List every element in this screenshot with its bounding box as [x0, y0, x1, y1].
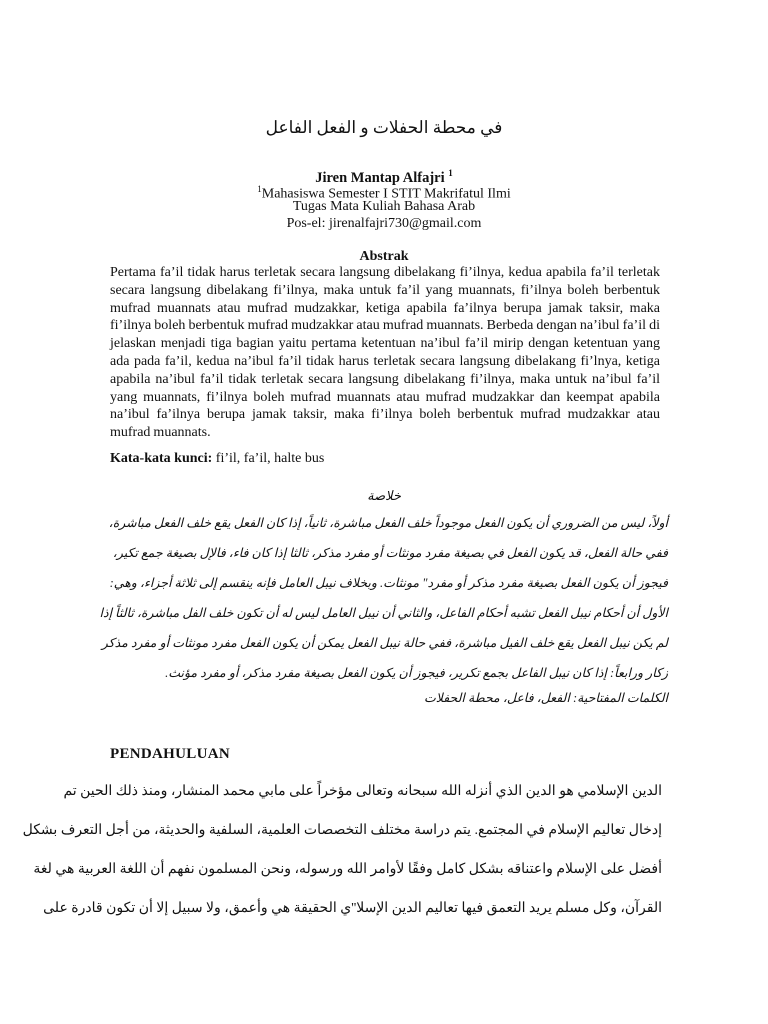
- keywords-value: fi’il, fa’il, halte bus: [212, 451, 325, 466]
- abstract-heading: Abstrak: [359, 249, 409, 264]
- arabic-abstract-line: الأول أن أحكام نيبل الفعل تشبه أحكام الفاعل، والثاني أن نيبل العامل ليس له أن تكون خلف الفل مباشرة، ثالثاً إذا: [99, 606, 668, 620]
- intro-line: الدين الإسلامي هو الدين الذي أنزله الله سبحانه وتعالى مؤخراً على مابي محمد المنشار، ومنذ ذلك الحين تم: [63, 784, 662, 799]
- keywords-line: [110, 450, 670, 468]
- arabic-abstract-line: زكار ورابعاً: إذا كان نيبل الفاعل بجمع تكرير، فيجوز أن يكون الفعل بصيغة مفرد مذكر، أو مفرد مؤنث.: [165, 666, 668, 680]
- arabic-abstract-body: [100, 508, 668, 688]
- affiliation: Mahasiswa Semester I STIT Makrifatul Ilmi: [261, 186, 511, 202]
- arabic-abstract-line: أولاً، ليس من الضروري أن يكون الفعل موجوداً خلف الفعل مباشرة، ثانياً، إذا كان الفعل يقع خلف الفعل مباشرة،: [108, 516, 668, 530]
- abstract-body: Pertama fa’il tidak harus terletak secara langsung dibelakang fi’ilnya, kedua apabila fa’il terletak secara langsung dibelakang fi’ilnya, maka untuk fa’il yang muannats, fi’ilnya boleh berbentuk mufrad muannats atau mufrad mudzakkar, ketiga apabila fa’ilnya berupa jamak taksir, maka fi’ilnya boleh berbentuk mufrad mudzakkar atau mufrad muannats. Berbeda dengan na’ibul fa’il di jelaskan menjadi tiga bagian yaitu pertama ketentuan na’ibul fa’il mirip dengan ketentuan yang ada pada fa’il, kedua na’ibul fa’il tidak harus terletak secara langsung dibelakang fi’lnya, ketiga apabila na’ibul fa’il tidak terletak secara langsung dibelakang fi’ilnya, maka untuk na’ibul fa’il yang muannats, fi’ilnya boleh mufrad muannats atau mufrad mudzakkar dan keempat apabila na’ibul fa’ilnya berupa jamak taksir, maka fi’ilnya boleh berbentuk mufrad mudzakkar atau mufrad muannats.: [110, 265, 660, 441]
- section-heading-pendahuluan: PENDAHULUAN: [110, 746, 230, 762]
- author-footnote-marker: 1: [448, 168, 453, 178]
- arabic-title: في محطة الحفلات و الفعل الفاعل: [265, 118, 503, 137]
- intro-body: [22, 772, 662, 928]
- author-info: [0, 181, 768, 232]
- arabic-abstract-line: فيجوز أن يكون الفعل بصيغة مفرد مذكر أو مفرد" مونثات. وبخلاف نيبل العامل فإنه ينقسم إلى ثلاثة أجزاء، وهي:: [109, 576, 668, 590]
- email-line: Pos-el: jirenalfajri730@gmail.com: [286, 216, 482, 231]
- intro-line: إدخال تعاليم الإسلام في المجتمع. يتم دراسة مختلف التخصصات العلمية، السلفية والحديثة، من أجل التعرف بشكل: [22, 823, 662, 838]
- keywords-label: Kata-kata kunci:: [110, 451, 213, 466]
- affiliation-line: [0, 181, 768, 202]
- author-name: Jiren Mantap Alfajri: [315, 169, 445, 186]
- affiliation-footnote-marker: 1: [257, 184, 262, 194]
- arabic-abstract-line: لم يكن نيبل الفعل يقع خلف الفيل مباشرة، ففي حالة نيبل الفعل يمكن أن يكون الفعل مفرد مونثات أو مفرد مذكر: [101, 636, 668, 650]
- arabic-abstract-heading: خلاصة: [367, 488, 401, 503]
- intro-line: أفضل على الإسلام واعتناقه بشكل كامل وفقًا لأوامر الله ورسوله، ونحن المسلمون نفهم أن اللغة العربية هي لغة: [33, 862, 662, 877]
- arabic-abstract-line: ففي حالة الفعل، قد يكون الفعل في بصيغة مفرد مونثات أو مفرد مذكر، ثالثا إذا كان فاء، فالإل بصيغة جمع تكير،: [112, 546, 668, 560]
- arabic-keywords: الكلمات المفتاحية: الفعل، فاعل، محطة الحفلات: [423, 691, 668, 705]
- course-line: Tugas Mata Kuliah Bahasa Arab: [292, 199, 476, 214]
- intro-line: القرآن، وكل مسلم يريد التعمق فيها تعاليم الدين الإسلا''ي الحقيقة هي وأعمق، ولا سبيل إلا أن تكون قادرة على: [43, 901, 662, 916]
